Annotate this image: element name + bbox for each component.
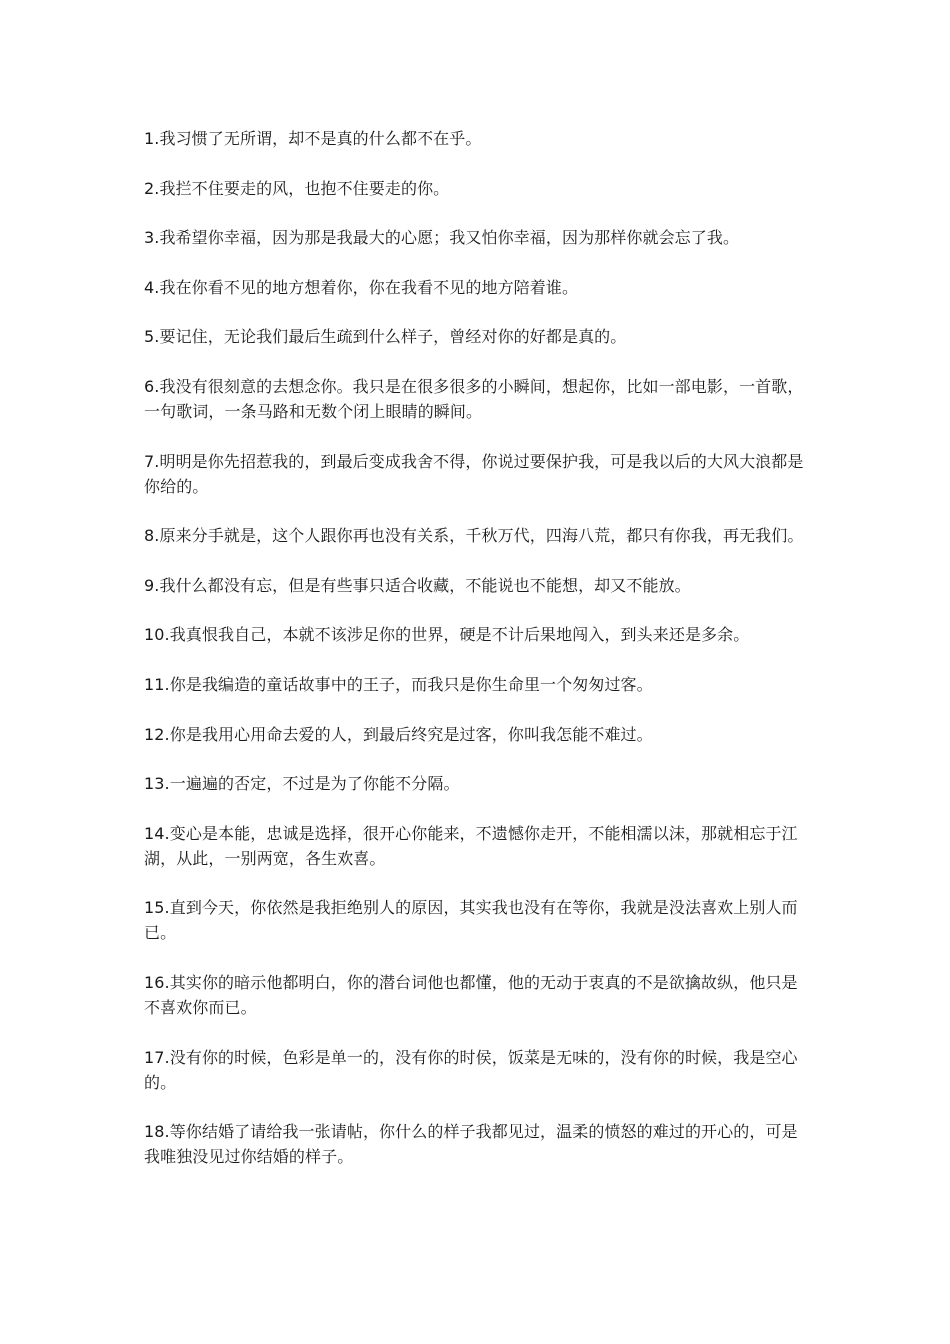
- paragraph-10: 10.我真恨我自己，本就不该涉足你的世界，硬是不计后果地闯入，到头来还是多余。: [144, 625, 750, 645]
- paragraph-17: 17.没有你的时候，色彩是单一的，没有你的时侯，饭菜是无味的，没有你的时候，我是空心的。: [144, 1047, 798, 1092]
- paragraph-14: 14.变心是本能，忠诚是选择，很开心你能来，不遗憾你走开，不能相濡以沫，那就相忘于江湖，从此，一别两宽，各生欢喜。: [144, 823, 798, 868]
- paragraph-9: 9.我什么都没有忘，但是有些事只适合收藏，不能说也不能想，却又不能放。: [144, 575, 691, 595]
- paragraph-3: 3.我希望你幸福，因为那是我最大的心愿；我又怕你幸福，因为那样你就会忘了我。: [144, 228, 740, 248]
- paragraph-18: 18.等你结婚了请给我一张请帖，你什么的样子我都见过，温柔的愤怒的难过的开心的，可是我唯独没见过你结婚的样子。: [144, 1122, 798, 1167]
- paragraph-13: 13.一遍遍的否定，不过是为了你能不分隔。: [144, 774, 460, 794]
- paragraph-5: 5.要记住，无论我们最后生疏到什么样子，曾经对你的好都是真的。: [144, 327, 627, 347]
- paragraph-11: 11.你是我编造的童话故事中的王子，而我只是你生命里一个匆匆过客。: [144, 674, 653, 694]
- paragraph-2: 2.我拦不住要走的风，也抱不住要走的你。: [144, 178, 450, 198]
- paragraph-6: 6.我没有很刻意的去想念你。我只是在很多很多的小瞬间，想起你，比如一部电影，一首歌，一句歌词，一条马路和无数个闭上眼睛的瞬间。: [144, 376, 804, 421]
- paragraph-4: 4.我在你看不见的地方想着你，你在我看不见的地方陪着谁。: [144, 277, 579, 297]
- paragraph-15: 15.直到今天，你依然是我拒绝别人的原因，其实我也没有在等你，我就是没法喜欢上别人而已。: [144, 898, 798, 943]
- document-body: [144, 126, 810, 1194]
- paragraph-7: 7.明明是你先招惹我的，到最后变成我舍不得，你说过要保护我，可是我以后的大风大浪都是你给的。: [144, 451, 804, 496]
- paragraph-1: 1.我习惯了无所谓，却不是真的什么都不在乎。: [144, 129, 482, 148]
- paragraph-16: 16.其实你的暗示他都明白，你的潜台词他也都懂，他的无动于衷真的不是欲擒故纵，他只是不喜欢你而已。: [144, 972, 798, 1017]
- paragraph-8: 8.原来分手就是，这个人跟你再也没有关系，千秋万代，四海八荒，都只有你我，再无我们。: [144, 526, 804, 546]
- paragraph-12: 12.你是我用心用命去爱的人，到最后终究是过客，你叫我怎能不难过。: [144, 724, 653, 744]
